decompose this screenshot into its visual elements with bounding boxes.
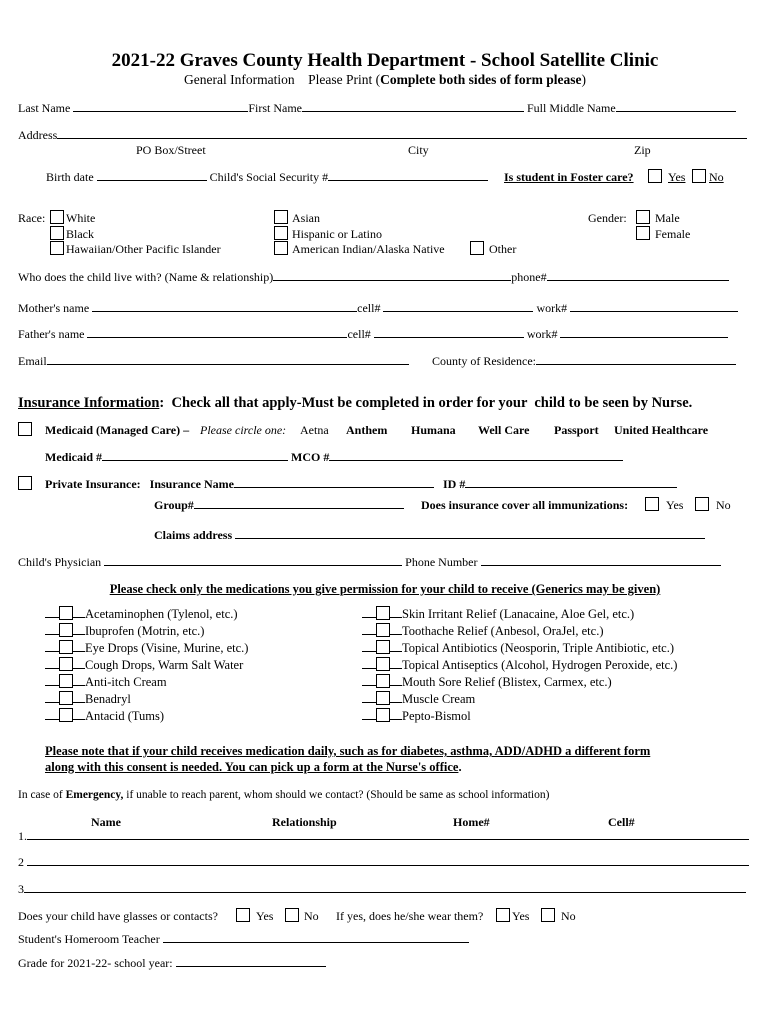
race-hawaiian-label: Hawaiian/Other Pacific Islander: [66, 242, 221, 256]
gender-male-checkbox[interactable]: [636, 210, 650, 224]
birth-row: [46, 170, 488, 184]
subtitle-plain: General Information Please Print (: [184, 72, 381, 87]
medication-underline: [45, 657, 59, 669]
medication-underline: [390, 708, 402, 720]
emergency-col-name: Name: [91, 815, 121, 829]
lives-with-phone-label: phone#: [511, 270, 547, 284]
medication-item-right: [362, 674, 612, 690]
emergency-intro-pre: In case of: [18, 789, 66, 801]
plan-humana[interactable]: Humana: [411, 423, 456, 437]
immunizations-question: Does insurance cover all immunizations:: [421, 498, 629, 512]
daily-med-note-period: .: [458, 760, 462, 774]
father-name-label: Father's name: [18, 327, 85, 341]
glasses-wear-yes-label: Yes: [512, 909, 530, 923]
medication-item-right: [362, 606, 634, 622]
medication-underline: [362, 623, 376, 635]
mco-number-field[interactable]: [329, 450, 623, 461]
glasses-followup: If yes, does he/she wear them?: [336, 909, 484, 923]
immunizations-no-label: No: [716, 498, 731, 512]
subtitle-end: ): [581, 72, 586, 87]
middle-name-field[interactable]: [616, 101, 736, 112]
race-hispanic-label: Hispanic or Latino: [292, 227, 382, 241]
insurance-name-field[interactable]: [234, 477, 434, 488]
last-name-field[interactable]: [73, 101, 248, 112]
race-black-checkbox[interactable]: [50, 226, 64, 240]
medication-underline: [45, 606, 59, 618]
medication-label: Muscle Cream: [402, 692, 476, 706]
grade-row: [18, 956, 326, 970]
subtitle-bold: Complete both sides of form please: [380, 72, 582, 87]
insurance-heading: [18, 395, 692, 412]
physician-label: Child's Physician: [18, 555, 102, 569]
medication-item-left: [45, 674, 167, 690]
medication-underline: [362, 691, 376, 703]
medication-underline: [362, 674, 376, 686]
medication-underline: [73, 623, 85, 635]
medication-underline: [45, 640, 59, 652]
glasses-question: Does your child have glasses or contacts?: [18, 909, 218, 923]
father-name-field[interactable]: [87, 327, 347, 338]
foster-no-label: No: [709, 170, 724, 184]
medication-underline: [73, 708, 85, 720]
medication-underline: [73, 640, 85, 652]
first-name-field[interactable]: [302, 101, 524, 112]
mother-row: [18, 301, 738, 315]
claims-row: [154, 528, 705, 542]
gender-female-checkbox[interactable]: [636, 226, 650, 240]
glasses-no-label: No: [304, 909, 319, 923]
insurance-heading-rest: : Check all that apply-Must be completed in order for your child to be seen by Nurse.: [159, 395, 693, 411]
medication-underline: [390, 674, 402, 686]
emergency-row-2-label: 2: [18, 855, 24, 869]
glasses-yes-label: Yes: [256, 909, 274, 923]
private-insurance-row: [45, 477, 677, 491]
medication-checkbox[interactable]: [59, 691, 73, 705]
glasses-wear-yes-checkbox[interactable]: [496, 908, 510, 922]
medication-label: Anti-itch Cream: [85, 675, 167, 689]
medication-label: Pepto-Bismol: [402, 709, 471, 723]
immunizations-yes-label: Yes: [666, 498, 684, 512]
foster-yes-label: Yes: [668, 170, 686, 184]
gender-label: Gender:: [588, 211, 627, 225]
medication-label: Antacid (Tums): [85, 709, 165, 723]
insurance-id-label: ID #: [442, 477, 466, 491]
homeroom-label: Student's Homeroom Teacher: [18, 932, 160, 946]
claims-field[interactable]: [235, 528, 705, 539]
glasses-wear-no-label: No: [561, 909, 576, 923]
medication-label: Toothache Relief (Anbesol, OraJel, etc.): [402, 624, 604, 638]
email-field[interactable]: [47, 354, 409, 365]
physician-phone-label: Phone Number: [405, 555, 478, 569]
daily-med-note-line2: [45, 760, 462, 774]
father-row: [18, 327, 728, 341]
father-cell-label: cell#: [347, 327, 371, 341]
medication-underline: [45, 674, 59, 686]
mother-work-label: work#: [536, 301, 568, 315]
medication-item-right: [362, 691, 475, 707]
insurance-heading-title: Insurance Information: [18, 395, 160, 411]
medication-checkbox[interactable]: [376, 657, 390, 671]
physician-row: [18, 555, 721, 569]
medication-underline: [45, 691, 59, 703]
medication-checkbox[interactable]: [59, 657, 73, 671]
medication-item-left: [45, 657, 243, 673]
medication-underline: [362, 640, 376, 652]
medication-label: Acetaminophen (Tylenol, etc.): [85, 607, 238, 621]
medication-item-right: [362, 657, 677, 673]
medication-checkbox[interactable]: [376, 623, 390, 637]
medicaid-number-row: [45, 450, 623, 464]
grade-label: Grade for 2021-22- school year:: [18, 956, 173, 970]
medication-underline: [362, 606, 376, 618]
medication-underline: [390, 657, 402, 669]
mother-name-field[interactable]: [92, 301, 357, 312]
emergency-row-1: [18, 829, 749, 843]
address-field[interactable]: [57, 128, 747, 139]
medication-label: Skin Irritant Relief (Lanacaine, Aloe Gel, etc.): [402, 607, 635, 621]
medication-underline: [73, 657, 85, 669]
insurance-id-field[interactable]: [465, 477, 677, 488]
glasses-yes-checkbox[interactable]: [236, 908, 250, 922]
address-row: [18, 128, 747, 142]
county-row: [432, 354, 736, 368]
father-work-field[interactable]: [560, 327, 728, 338]
medication-label: Cough Drops, Warm Salt Water: [85, 658, 244, 672]
medication-underline: [390, 691, 402, 703]
race-american-indian-label: American Indian/Alaska Native: [292, 242, 445, 256]
glasses-wear-no-checkbox[interactable]: [541, 908, 555, 922]
medication-checkbox[interactable]: [376, 640, 390, 654]
medication-underline: [45, 623, 59, 635]
email-label: Email: [18, 354, 47, 368]
glasses-no-checkbox[interactable]: [285, 908, 299, 922]
emergency-row-2-field[interactable]: [27, 855, 749, 866]
last-name-label: Last Name: [18, 101, 71, 115]
mother-work-field[interactable]: [570, 301, 738, 312]
plan-passport[interactable]: Passport: [554, 423, 599, 437]
medication-item-left: [45, 623, 204, 639]
medication-label: Mouth Sore Relief (Blistex, Carmex, etc.): [402, 675, 612, 689]
medicaid-number-field[interactable]: [102, 450, 288, 461]
form-subtitle: [0, 72, 770, 88]
form-title: 2021-22 Graves County Health Department - School Satellite Clinic: [111, 50, 659, 71]
medication-checkbox[interactable]: [376, 674, 390, 688]
race-other-checkbox[interactable]: [470, 241, 484, 255]
medication-checkbox[interactable]: [376, 708, 390, 722]
emergency-row-3: [18, 882, 746, 896]
mother-name-label: Mother's name: [18, 301, 90, 315]
medication-checkbox[interactable]: [59, 708, 73, 722]
lives-with-row: [18, 270, 729, 284]
medicaid-label: Medicaid (Managed Care) –: [45, 423, 190, 437]
emergency-intro-bold: Emergency,: [65, 789, 124, 801]
emergency-col-home: Home#: [453, 815, 490, 829]
medication-underline: [362, 657, 376, 669]
emergency-row-2: [18, 855, 749, 869]
address-zip-label: Zip: [634, 143, 651, 157]
medication-label: Benadryl: [85, 692, 131, 706]
plan-anthem[interactable]: Anthem: [346, 423, 388, 437]
medication-item-left: [45, 606, 238, 622]
race-hawaiian-checkbox[interactable]: [50, 241, 64, 255]
race-asian-label: Asian: [292, 211, 320, 225]
medication-item-right: [362, 708, 471, 724]
medication-underline: [45, 708, 59, 720]
medication-checkbox[interactable]: [376, 606, 390, 620]
immunizations-yes-checkbox[interactable]: [645, 497, 659, 511]
ssn-field[interactable]: [328, 170, 488, 181]
medication-label: Topical Antiseptics (Alcohol, Hydrogen Peroxide, etc.): [402, 658, 678, 672]
emergency-row-3-label: 3: [18, 882, 24, 896]
race-white-checkbox[interactable]: [50, 210, 64, 224]
race-american-indian-checkbox[interactable]: [274, 241, 288, 255]
race-other-label: Other: [489, 242, 517, 256]
medication-underline: [73, 691, 85, 703]
medication-label: Ibuprofen (Motrin, etc.): [85, 624, 205, 638]
first-name-label: First Name: [248, 101, 302, 115]
foster-yes-checkbox[interactable]: [648, 169, 662, 183]
medication-underline: [73, 606, 85, 618]
lives-with-phone-field[interactable]: [547, 270, 729, 281]
race-asian-checkbox[interactable]: [274, 210, 288, 224]
medication-label: Eye Drops (Visine, Murine, etc.): [85, 641, 249, 655]
private-insurance-label: Private Insurance:: [45, 477, 141, 491]
emergency-row-1-field[interactable]: [27, 829, 749, 840]
foster-no-checkbox[interactable]: [692, 169, 706, 183]
medication-underline: [362, 708, 376, 720]
plan-united[interactable]: United Healthcare: [614, 423, 709, 437]
medication-checkbox[interactable]: [59, 606, 73, 620]
race-white-label: White: [66, 211, 96, 225]
race-black-label: Black: [66, 227, 94, 241]
medication-item-left: [45, 708, 164, 724]
private-insurance-checkbox[interactable]: [18, 476, 32, 490]
mother-cell-field[interactable]: [383, 301, 533, 312]
daily-med-note-line1: Please note that if your child receives medication daily, such as for diabetes, asthma, ADD/ADHD a different form: [45, 744, 651, 758]
mother-cell-label: cell#: [357, 301, 381, 315]
claims-label: Claims address: [154, 528, 233, 542]
group-label: Group#: [154, 498, 194, 512]
medication-checkbox[interactable]: [59, 623, 73, 637]
race-hispanic-checkbox[interactable]: [274, 226, 288, 240]
address-city-label: City: [408, 143, 429, 157]
medicaid-circle-one: Please circle one:: [200, 423, 287, 437]
medication-underline: [390, 606, 402, 618]
homeroom-field[interactable]: [163, 932, 469, 943]
middle-name-label: Full Middle Name: [526, 101, 616, 115]
mco-number-label: MCO #: [291, 450, 330, 464]
emergency-col-cell: Cell#: [608, 815, 635, 829]
plan-aetna[interactable]: Aetna: [300, 423, 329, 437]
emergency-row-3-field[interactable]: [24, 882, 746, 893]
medication-item-right: [362, 623, 603, 639]
medication-checkbox[interactable]: [376, 691, 390, 705]
address-po-label: PO Box/Street: [136, 143, 206, 157]
medications-heading: Please check only the medications you give permission for your child to receive (Generics may be given): [109, 582, 661, 596]
foster-care-question: Is student in Foster care?: [504, 170, 634, 184]
medication-checkbox[interactable]: [59, 674, 73, 688]
father-cell-field[interactable]: [374, 327, 524, 338]
county-field[interactable]: [536, 354, 736, 365]
birth-date-field[interactable]: [97, 170, 207, 181]
medicaid-checkbox[interactable]: [18, 422, 32, 436]
emergency-intro: [18, 788, 549, 802]
immunizations-no-checkbox[interactable]: [695, 497, 709, 511]
name-row: [18, 101, 736, 115]
group-row: [154, 498, 404, 512]
emergency-col-relationship: Relationship: [272, 815, 337, 829]
medication-item-left: [45, 691, 131, 707]
grade-field[interactable]: [176, 956, 326, 967]
medication-underline: [390, 623, 402, 635]
medication-item-left: [45, 640, 248, 656]
emergency-intro-post: if unable to reach parent, whom should we contact? (Should be same as school information): [123, 789, 550, 801]
gender-male-label: Male: [655, 211, 680, 225]
email-row: [18, 354, 409, 368]
medication-underline: [390, 640, 402, 652]
lives-with-label: Who does the child live with? (Name & relationship): [18, 270, 274, 284]
group-field[interactable]: [194, 498, 404, 509]
homeroom-row: [18, 932, 469, 946]
emergency-row-1-label: 1.: [18, 829, 27, 843]
physician-phone-field[interactable]: [481, 555, 721, 566]
medication-label: Topical Antibiotics (Neosporin, Triple Antibiotic, etc.): [402, 641, 675, 655]
birth-date-label: Birth date: [46, 170, 94, 184]
race-label: Race:: [18, 211, 46, 225]
medicaid-number-label: Medicaid #: [45, 450, 102, 464]
ssn-label: Child's Social Security #: [209, 170, 329, 184]
lives-with-field[interactable]: [273, 270, 511, 281]
plan-wellcare[interactable]: Well Care: [478, 423, 530, 437]
medication-item-right: [362, 640, 674, 656]
insurance-name-label: Insurance Name: [149, 477, 234, 491]
medication-underline: [73, 674, 85, 686]
address-label: Address: [18, 128, 58, 142]
father-work-label: work#: [526, 327, 558, 341]
gender-female-label: Female: [655, 227, 691, 241]
county-label: County of Residence:: [432, 354, 536, 368]
physician-field[interactable]: [104, 555, 402, 566]
daily-med-note-line2-text: along with this consent is needed. You can pick up a form at the Nurse's office: [45, 760, 459, 774]
medication-checkbox[interactable]: [59, 640, 73, 654]
